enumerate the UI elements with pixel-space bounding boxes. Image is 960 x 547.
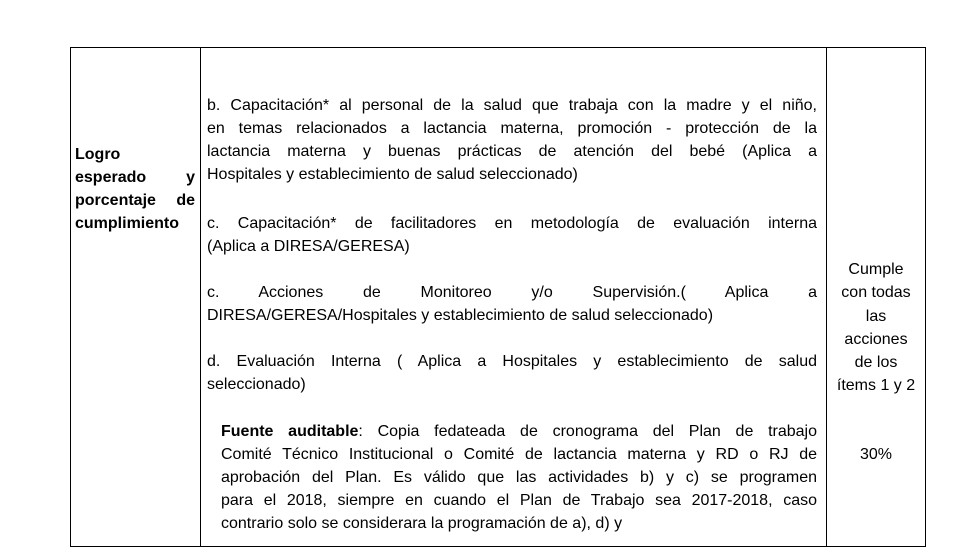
item-c-training-line: c. Capacitación* de facilitadores en metodología de evaluación interna [207,215,817,232]
item-c-monitoring-paragraph [207,281,817,327]
item-d-line: d. Evaluación Interna ( Aplica a Hospitales y establecimiento de salud [207,353,817,370]
source-paragraph [221,420,817,535]
criteria-line: ítems 1 y 2 [836,377,916,395]
item-b-line: b. Capacitación* al personal de la salud que trabaja con la madre y el niño, [207,97,817,114]
row-label-line: Logro [75,146,121,163]
criteria-line: de los [854,354,898,372]
row-label-cell [75,143,195,235]
item-d-line: seleccionado) [207,376,306,393]
row-label-line: cumplimiento [75,215,180,232]
item-b-line: en temas relacionados a lactancia materna, promoción - protección de la [207,120,817,137]
column-divider-left [200,47,201,547]
source-label: Fuente auditable [221,423,359,440]
criteria-line: con todas [841,284,911,302]
source-first-line-text: : Copia fedateada de cronograma del Plan de trabajo [358,423,817,440]
source-line: Comité Técnico Institucional o Comité de lactancia materna y RD o RJ de [221,446,817,463]
criteria-line: las [865,307,887,325]
criteria-cell [828,258,924,398]
item-d-paragraph [207,350,817,396]
item-c-monitoring-line: DIRESA/GERESA/Hospitales y establecimiento de salud seleccionado) [207,307,714,324]
column-divider-right [826,47,827,547]
item-b-line: Hospitales y establecimiento de salud seleccionado) [207,166,578,183]
item-b-line: lactancia materna y buenas prácticas de atención del bebé (Aplica a [207,143,817,160]
criteria-line: Cumple [848,261,904,278]
source-line: contrario solo se considerara la programación de a), d) y [221,515,623,532]
row-label-line: porcentaje de [75,192,195,209]
source-line: para el 2018, siempre en cuando el Plan de Trabajo sea 2017-2018, caso [221,492,817,509]
item-c-monitoring-line: c. Acciones de Monitoreo y/o Supervisión.( Aplica a [207,284,817,301]
item-c-training-line: (Aplica a DIRESA/GERESA) [207,238,410,255]
source-line: aprobación del Plan. Es válido que las actividades b) y c) se programen [221,469,817,486]
item-c-training-paragraph [207,212,817,258]
percentage-value: 30% [859,446,893,463]
row-label-line: esperado y [75,169,195,186]
item-b-paragraph [207,94,817,186]
source-line-first [221,420,817,443]
criteria-line: acciones [844,330,908,348]
